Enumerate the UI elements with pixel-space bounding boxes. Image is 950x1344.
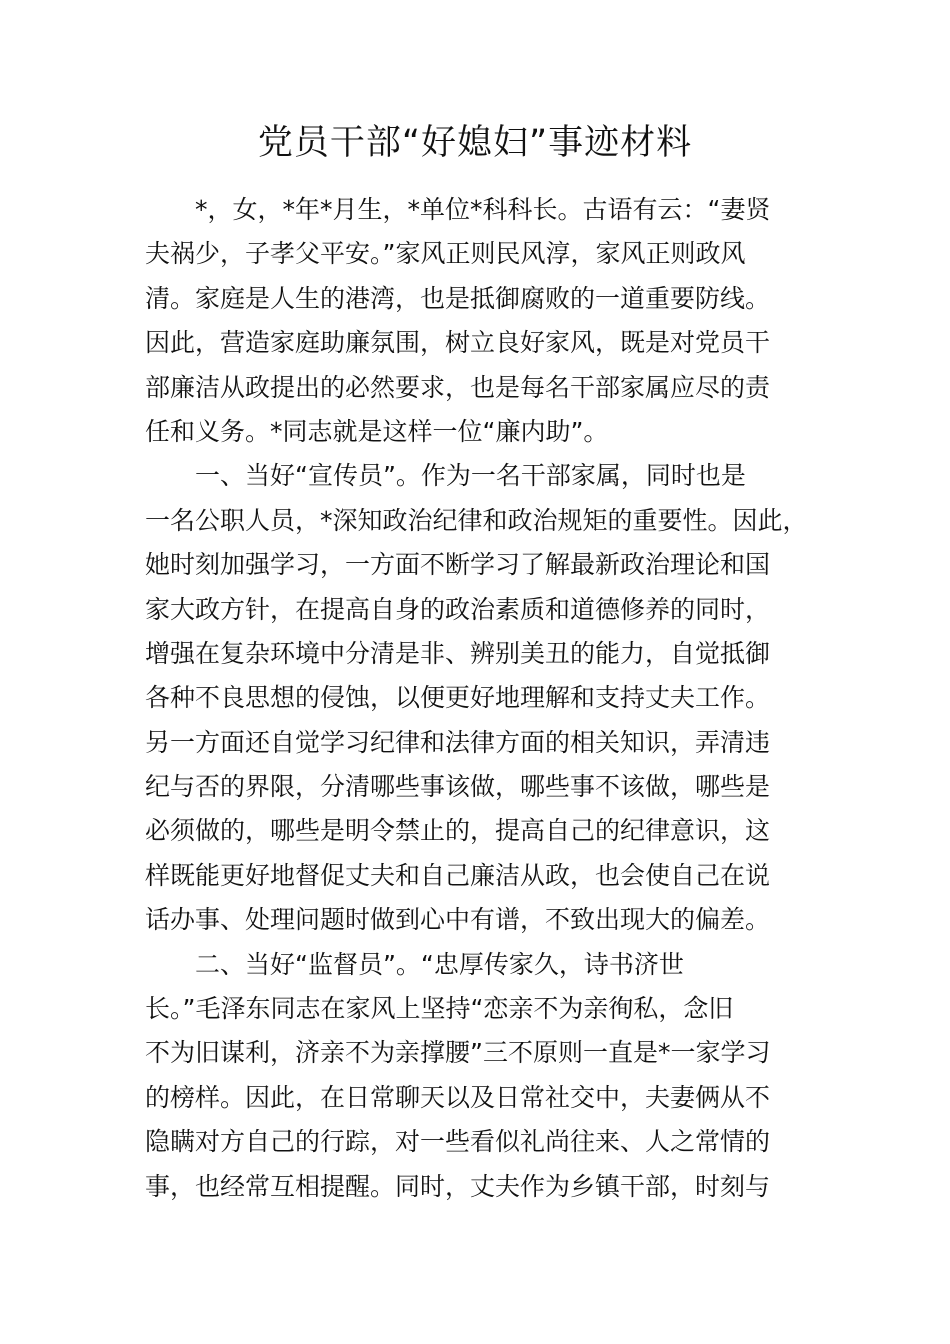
paragraph-line: 任和义务。*同志就是这样一位“廉内助”。 bbox=[145, 416, 609, 446]
paragraph-line: 各种不良思想的侵蚀，以便更好地理解和支持丈夫工作。 bbox=[145, 683, 771, 713]
paragraph-line: 二、当好“监督员”。“忠厚传家久，诗书济世 bbox=[195, 949, 684, 979]
paragraph-line: *，女，*年*月生，*单位*科科长。古语有云：“妻贤 bbox=[195, 195, 771, 224]
paragraph-line: 增强在复杂环境中分清是非、辨别美丑的能力，自觉抵御 bbox=[145, 638, 771, 668]
paragraph-line: 部廉洁从政提出的必然要求，也是每名干部家属应尽的责 bbox=[145, 372, 771, 402]
paragraph-line: 话办事、处理问题时做到心中有谱，不致出现大的偏差。 bbox=[145, 905, 771, 935]
paragraph-line: 事，也经常互相提醒。同时，丈夫作为乡镇干部，时刻与 bbox=[145, 1171, 771, 1201]
paragraph-line: 的榜样。因此，在日常聊天以及日常社交中，夫妻俩从不 bbox=[145, 1082, 771, 1112]
paragraph-line: 清。家庭是人生的港湾，也是抵御腐败的一道重要防线。 bbox=[145, 283, 771, 313]
paragraph-line: 她时刻加强学习，一方面不断学习了解最新政治理论和国 bbox=[145, 550, 771, 580]
paragraph-line: 一、当好“宣传员”。作为一名干部家属，同时也是 bbox=[195, 461, 746, 491]
paragraph-line: 必须做的，哪些是明令禁止的，提高自己的纪律意识，这 bbox=[145, 816, 771, 846]
paragraph-line: 夫祸少，子孝父平安。”家风正则民风淳，家风正则政风 bbox=[145, 239, 746, 269]
document-title: 党员干部“好媳妇”事迹材料 bbox=[257, 123, 693, 163]
paragraph-line: 长。”毛泽东同志在家风上坚持“恋亲不为亲徇私，念旧 bbox=[145, 994, 734, 1024]
paragraph-line: 因此，营造家庭助廉氛围，树立良好家风，既是对党员干 bbox=[145, 328, 771, 358]
paragraph-line: 纪与否的界限，分清哪些事该做，哪些事不该做，哪些是 bbox=[145, 772, 771, 802]
paragraph-line: 隐瞒对方自己的行踪，对一些看似礼尚往来、人之常情的 bbox=[145, 1127, 771, 1157]
paragraph-line: 样既能更好地督促丈夫和自己廉洁从政，也会使自己在说 bbox=[145, 860, 771, 890]
document-body bbox=[145, 188, 825, 1209]
paragraph-line: 一名公职人员，*深知政治纪律和政治规矩的重要性。因此， bbox=[145, 505, 808, 535]
paragraph-line: 不为旧谋利，济亲不为亲撑腰”三不原则一直是*一家学习 bbox=[145, 1038, 771, 1068]
paragraph-line: 家大政方针，在提高自身的政治素质和道德修养的同时， bbox=[145, 594, 771, 624]
paragraph-line: 另一方面还自觉学习纪律和法律方面的相关知识，弄清违 bbox=[145, 727, 771, 757]
